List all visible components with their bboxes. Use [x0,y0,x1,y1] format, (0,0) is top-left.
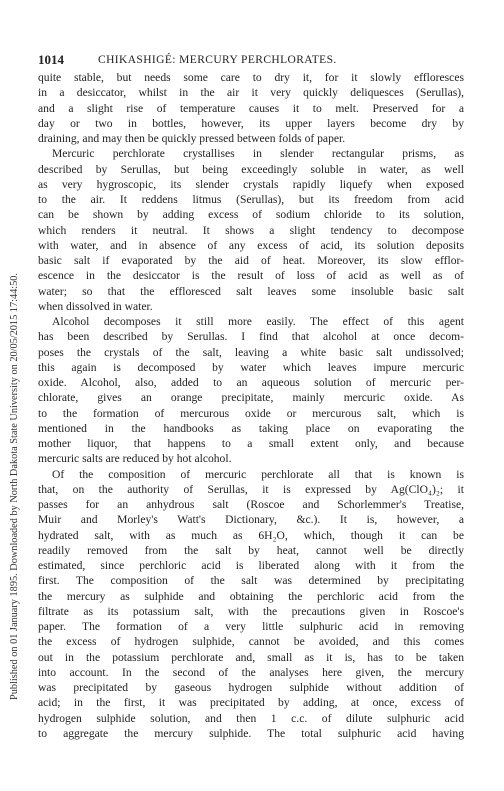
body-line: in a desiccator, whilst in the air it very quickly deliquesces (Serullas), [38,86,464,100]
body-line: water; so that the effloresced salt leaves some insoluble basic salt [38,284,464,298]
body-line: mother liquor, that happens to a small extent only, and because [38,437,464,450]
body-line: paper. The formation of a very little sulphuric acid in removing [38,620,464,633]
running-head: CHIKASHIGÉ: MERCURY PERCHLORATES. [98,54,337,66]
article-body [38,70,464,741]
body-line: filtrate as its potassium salt, with the precautions given in Roscoe's [38,604,464,618]
body-line: draining, and may then be quickly pressed between folds of paper. [38,132,346,145]
body-line: was precipitated by gaseous hydrogen sulphide without addition of [38,681,464,694]
body-line: passes for an anhydrous salt (Roscoe and Schorlemmer's Treatise, [38,498,464,511]
body-line: hydrogen sulphide solution, and then 1 c.c. of dilute sulphuric acid [38,711,464,725]
body-line: readily removed from the salt by heat, cannot well be directly [38,543,464,557]
body-line: has been described by Serullas. I find that alcohol at once decom- [38,330,464,344]
body-line: first. The composition of the salt was determined by precipitating [38,574,464,588]
download-notice-text: Published on 01 January 1895. Downloaded by North Dakota State University on 20/05/2015 17:44:50. [9,273,20,700]
body-line: into account. In the second of the analyses here given, the mercury [38,665,464,679]
body-line: acid; in the first, it was precipitated by adding, at once, excess of [38,696,464,710]
body-line: and a slight rise of temperature causes it to melt. Preserved for a [38,101,464,115]
body-line: mentioned in the handbooks as taking place on evaporating the [38,421,464,435]
body-line: day or two in bottles, however, its upper layers become dry by [38,116,464,130]
body-line: Mercuric perchlorate crystallises in slender rectangular prisms, as [52,147,464,161]
body-line: as very hygroscopic, its slender crystals rapidly liquefy when exposed [38,177,464,191]
body-line: mercuric salts are reduced by hot alcohol. [38,452,232,466]
body-line: to the formation of mercurous oxide or mercurous salt, which is [38,406,464,420]
body-line: with water, and in absence of any excess of acid, its solution deposits [38,238,464,252]
body-line: oxide. Alcohol, also, added to an aqueous solution of mercuric per- [38,376,464,389]
body-line: poses the crystals of the salt, leaving a white basic salt undissolved; [38,345,464,359]
body-line: the mercury as sulphide and obtaining the perchloric acid from the [38,589,464,603]
body-line: which renders it neutral. It shows a slight tendency to decompose [38,223,464,237]
body-line: when dissolved in water. [38,299,153,313]
body-line: out in the potassium perchlorate and, small as it is, has to be taken [38,650,464,664]
body-line: hydrated salt, with as much as 6H₂O, which, though it can be [38,528,464,542]
body-line: escence in the desiccator is the result of loss of acid as well as of [38,269,464,283]
body-line: to the air. It reddens litmus (Serullas), but its freedom from acid [38,193,464,206]
download-notice-sidebar [2,40,22,700]
body-line: Of the composition of mercuric perchlorate all that is known is [52,467,464,481]
body-line: described by Serullas, but being exceedingly soluble in water, as well [38,162,464,176]
body-line: that, on the authority of Serullas, it is expressed by Ag(ClO₄)₂; it [38,482,464,496]
body-line: this again is decomposed by water which leaves impure mercuric [38,360,464,374]
page-header [38,51,464,69]
body-line: Muir and Morley's Watt's Dictionary, &c.). It is, however, a [38,513,464,527]
body-line: chlorate, gives an orange precipitate, mainly mercuric oxide. As [38,391,464,405]
body-line: quite stable, but needs some care to dry it, for it slowly effloresces [38,71,464,84]
page-number: 1014 [38,52,64,67]
body-line: estimated, since perchloric acid is liberated along with it from the [38,559,464,572]
body-line: can be shown by adding excess of sodium chloride to its solution, [38,208,464,222]
body-line: basic salt if evaporated by the aid of heat. Moreover, its slow efflor- [38,254,464,267]
body-line: to aggregate the mercury sulphide. The total sulphuric acid having [38,726,464,740]
body-line: the excess of hydrogen sulphide, cannot be avoided, and this comes [38,635,464,649]
body-line: Alcohol decomposes it still more easily. The effect of this agent [52,315,464,328]
